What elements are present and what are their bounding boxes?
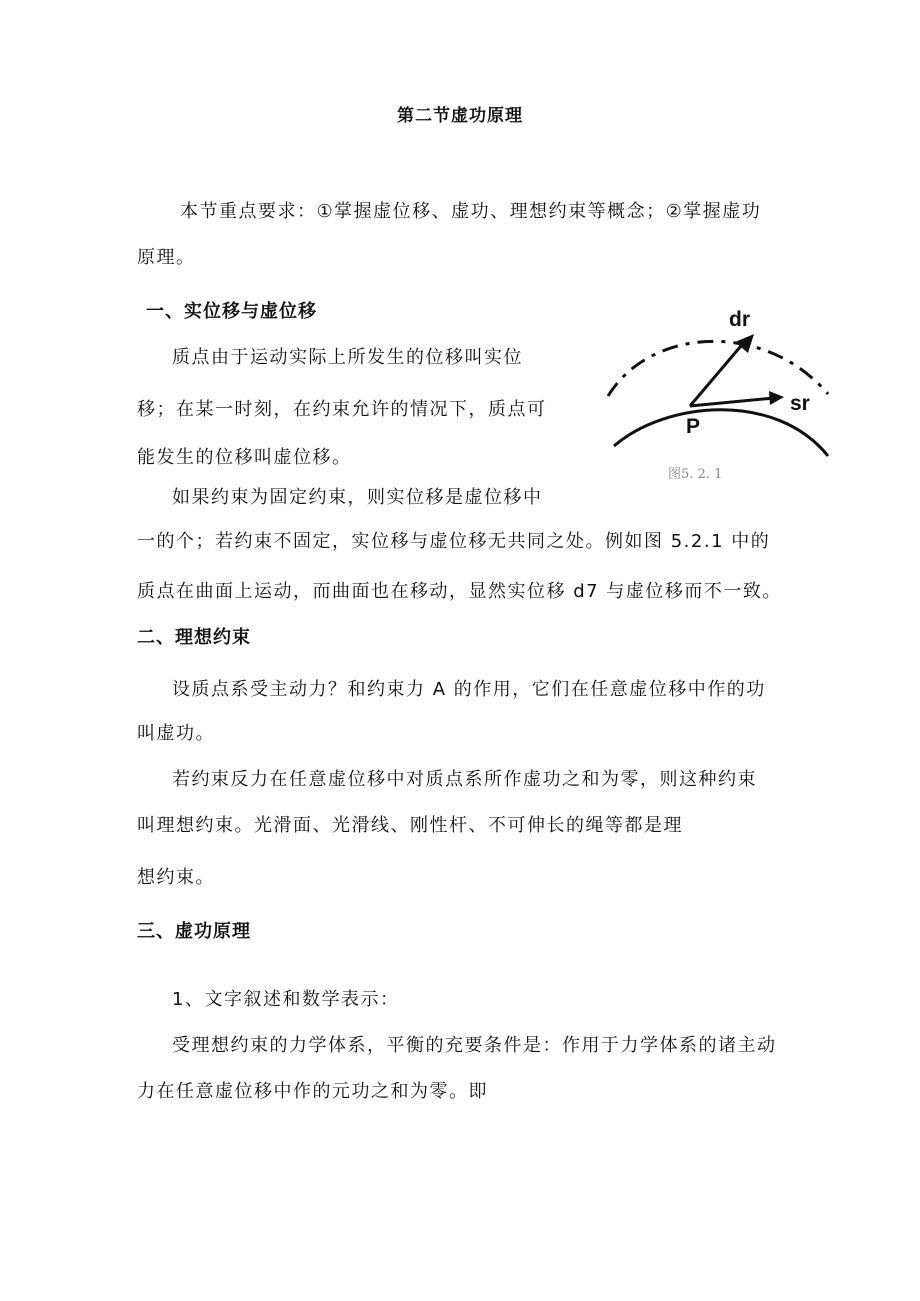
sr-vector-line <box>690 398 774 406</box>
s1-para1-line2: 移；在某一时刻，在约束允许的情况下，质点可 <box>137 399 547 420</box>
s1-para2-line1: 如果约束为固定约束，则实位移是虚位移中 <box>172 487 543 508</box>
s3-para1-line2: 力在任意虚位移中作的元功之和为零。即 <box>137 1081 488 1102</box>
dr-vector-line <box>690 340 746 406</box>
constraint-surface-curve <box>614 410 828 456</box>
figure-caption: 图5. 2. 1 <box>668 467 723 482</box>
sr-arrowhead-icon <box>769 391 784 405</box>
virtual-surface-dashed-curve <box>608 341 828 396</box>
section3-heading: 三、虚功原理 <box>137 921 251 942</box>
s2-para2-line1: 若约束反力在任意虚位移中对质点系所作虚功之和为零，则这种约束 <box>172 769 757 790</box>
section2-heading: 二、理想约束 <box>137 627 251 648</box>
s2-para1-line2: 叫虚功。 <box>137 723 215 744</box>
s1-para2-line2: 一的个；若约束不固定，实位移与虚位移无共同之处。例如图 5.2.1 中的 <box>137 531 771 552</box>
intro-line-2: 原理。 <box>137 247 196 268</box>
s3-sub1: 1、文字叙述和数学表示： <box>172 989 400 1010</box>
label-dr: dr <box>729 308 750 331</box>
s2-para1-line1: 设质点系受主动力？和约束力 A 的作用，它们在任意虚位移中作的功 <box>172 679 766 700</box>
s1-para2-line3: 质点在曲面上运动，而曲面也在移动，显然实位移 d7 与虚位移而不一致。 <box>137 581 782 602</box>
intro-line-1: 本节重点要求：①掌握虚位移、虚功、理想约束等概念；②掌握虚功 <box>180 201 762 222</box>
section1-heading: 一、实位移与虚位移 <box>146 301 317 322</box>
s3-para1-line1: 受理想约束的力学体系，平衡的充要条件是：作用于力学体系的诸主动 <box>172 1035 777 1056</box>
s2-para2-line3: 想约束。 <box>137 867 215 888</box>
label-sr: sr <box>790 392 810 415</box>
label-p: P <box>686 415 701 438</box>
figure-5-2-1 <box>596 306 836 490</box>
s1-para1-line1: 质点由于运动实际上所发生的位移叫实位 <box>172 347 523 368</box>
s1-para1-line3: 能发生的位移叫虚位移。 <box>137 447 352 468</box>
s2-para2-line2: 叫理想约束。光滑面、光滑线、刚性杆、不可伸长的绳等都是理 <box>137 815 683 836</box>
page-title: 第二节虚功原理 <box>397 106 523 126</box>
